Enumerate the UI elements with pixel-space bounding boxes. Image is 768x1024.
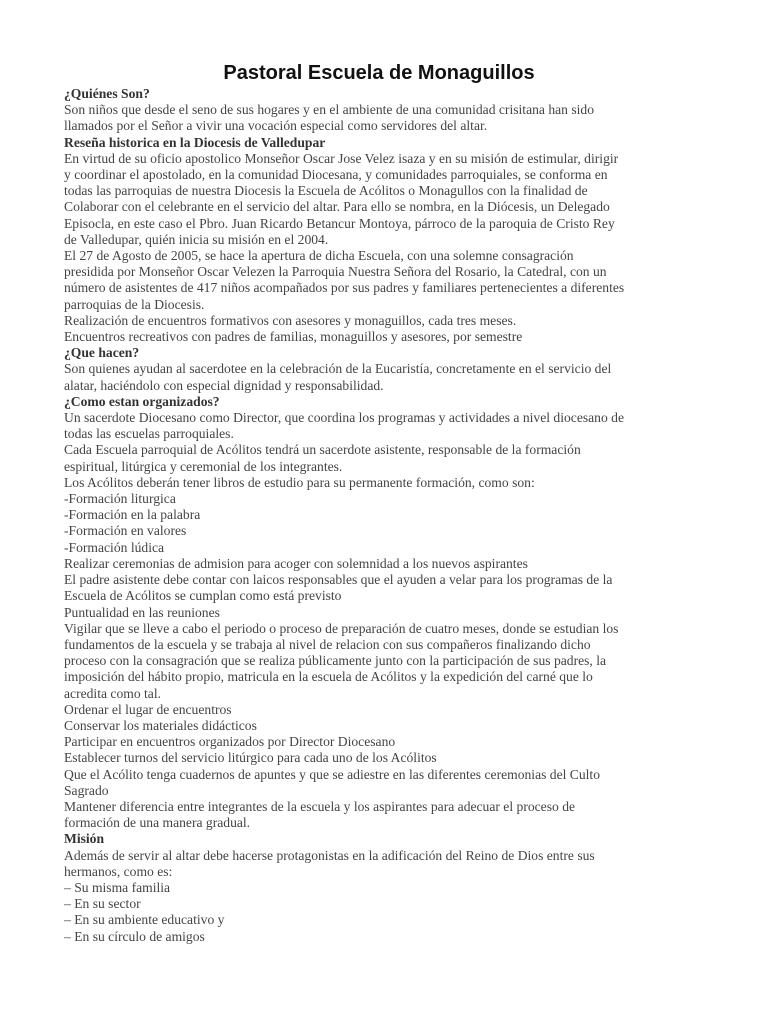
- body-text-line: Son niños que desde el seno de sus hogares y en el ambiente de una comunidad crisitana han sido: [64, 102, 595, 118]
- body-text-line: todas las escuelas parroquiales.: [64, 426, 234, 442]
- body-text-line: alatar, haciéndolo con especial dignidad y responsabilidad.: [64, 377, 384, 393]
- body-text-line: proceso con la consagración que se realiza públicamente junto con la participación de sus padres, la: [64, 653, 607, 669]
- body-text-line: Un sacerdote Diocesano como Director, que coordina los programas y actividades a nivel diocesano de: [64, 410, 624, 426]
- body-text-line: número de asistentes de 417 niños acompañados por sus padres y familiares pertenecientes a diferentes: [64, 280, 625, 296]
- section-heading: ¿Como estan organizados?: [64, 393, 220, 409]
- body-text-line: En virtud de su oficio apostolico Monseñor Oscar Jose Velez isaza y en su misión de estimular, dirigir: [64, 150, 619, 166]
- body-text-line: Episocla, en este caso el Pbro. Juan Ricardo Betancur Montoya, párroco de la paroquia de Cristo Rey: [64, 215, 615, 231]
- body-text-line: Puntualidad en las reuniones: [64, 604, 220, 620]
- body-text-line: espiritual, litúrgica y ceremonial de los integrantes.: [64, 458, 343, 474]
- section-heading: Reseña historica en la Diocesis de Valledupar: [64, 134, 326, 150]
- body-text-line: – En su sector: [64, 896, 141, 912]
- section-heading: Misión: [64, 831, 105, 847]
- body-text-line: todas las parroquias de nuestra Diocesis la Escuela de Acólitos o Monagullos con la finalidad de: [64, 183, 588, 199]
- body-text-line: Sagrado: [64, 782, 109, 798]
- body-text-line: Encuentros recreativos con padres de familias, monaguillos y asesores, por semestre: [64, 329, 523, 345]
- body-text-line: Ordenar el lugar de encuentros: [64, 701, 232, 717]
- section-heading: ¿Que hacen?: [64, 345, 140, 361]
- body-text-line: Escuela de Acólitos se cumplan como está previsto: [64, 588, 342, 604]
- body-text-line: Que el Acólito tenga cuadernos de apuntes y que se adiestre en las diferentes ceremonias del Culto: [64, 766, 601, 782]
- body-text-line: El 27 de Agosto de 2005, se hace la apertura de dicha Escuela, con una solemne consagración: [64, 248, 574, 264]
- body-text-line: – En su círculo de amigos: [64, 928, 205, 944]
- body-text-line: Mantener diferencia entre integrantes de la escuela y los aspirantes para adecuar el proceso de: [64, 798, 576, 814]
- body-text-line: -Formación lúdica: [64, 539, 165, 555]
- body-text-line: – En su ambiente educativo y: [64, 912, 225, 928]
- body-text-line: hermanos, como es:: [64, 863, 173, 879]
- body-text-line: Realizar ceremonias de admision para acoger con solemnidad a los nuevos aspirantes: [64, 555, 528, 571]
- document-title: Pastoral Escuela de Monaguillos: [223, 62, 535, 84]
- body-text-line: Participar en encuentros organizados por Director Diocesano: [64, 734, 396, 750]
- body-text-line: fundamentos de la escuela y se trabaja al nivel de relacion con sus compañeros finalizando dicho: [64, 636, 591, 652]
- body-text-line: Realización de encuentros formativos con asesores y monaguillos, cada tres meses.: [64, 312, 517, 328]
- body-text-line: Vigilar que se lleve a cabo el periodo o proceso de preparación de cuatro meses, donde se estudian los: [64, 620, 619, 636]
- body-text-line: imposición del hábito propio, matricula en la escuela de Acólitos y la expedición del carné que lo: [64, 669, 593, 685]
- body-text-line: llamados por el Señor a vivir una vocación especial como servidores del altar.: [64, 118, 488, 134]
- body-text-line: Conservar los materiales didácticos: [64, 717, 257, 733]
- body-text-line: El padre asistente debe contar con laicos responsables que el ayuden a velar para los programas de la: [64, 572, 613, 588]
- body-text-line: Además de servir al altar debe hacerse protagonistas en la adificación del Reino de Dios entre sus: [64, 847, 595, 863]
- body-text-line: acredita como tal.: [64, 685, 161, 701]
- body-text-line: presidida por Monseñor Oscar Velezen la Parroquia Nuestra Señora del Rosario, la Catedral, con un: [64, 264, 607, 280]
- body-text-line: Establecer turnos del servicio litúrgico para cada uno de los Acólitos: [64, 750, 437, 766]
- body-text-line: Los Acólitos deberán tener libros de estudio para su permanente formación, como son:: [64, 474, 535, 490]
- body-text-line: y coordinar el apostolado, en la comunidad Diocesana, y comunidades parroquiales, se conforma en: [64, 167, 608, 183]
- body-text-line: -Formación liturgica: [64, 491, 176, 507]
- body-text-line: – Su misma familia: [64, 879, 171, 895]
- body-text-line: parroquias de la Diocesis.: [64, 296, 205, 312]
- section-heading: ¿Quiénes Son?: [64, 86, 150, 101]
- body-text-line: Son quienes ayudan al sacerdotee en la celebración de la Eucaristía, concretamente en el servicio del: [64, 361, 612, 377]
- document-body: [64, 86, 704, 945]
- body-text-line: Colaborar con el celebrante en el servicio del altar. Para ello se nombra, en la Diócesis, un Delegado: [64, 199, 610, 215]
- body-text-line: -Formación en la palabra: [64, 507, 201, 523]
- body-text-line: -Formación en valores: [64, 523, 187, 539]
- body-text-line: de Valledupar, quién inicia su misión en el 2004.: [64, 231, 329, 247]
- body-text-line: formación de una manera gradual.: [64, 815, 251, 831]
- body-text-line: Cada Escuela parroquial de Acólitos tendrá un sacerdote asistente, responsable de la formación: [64, 442, 581, 458]
